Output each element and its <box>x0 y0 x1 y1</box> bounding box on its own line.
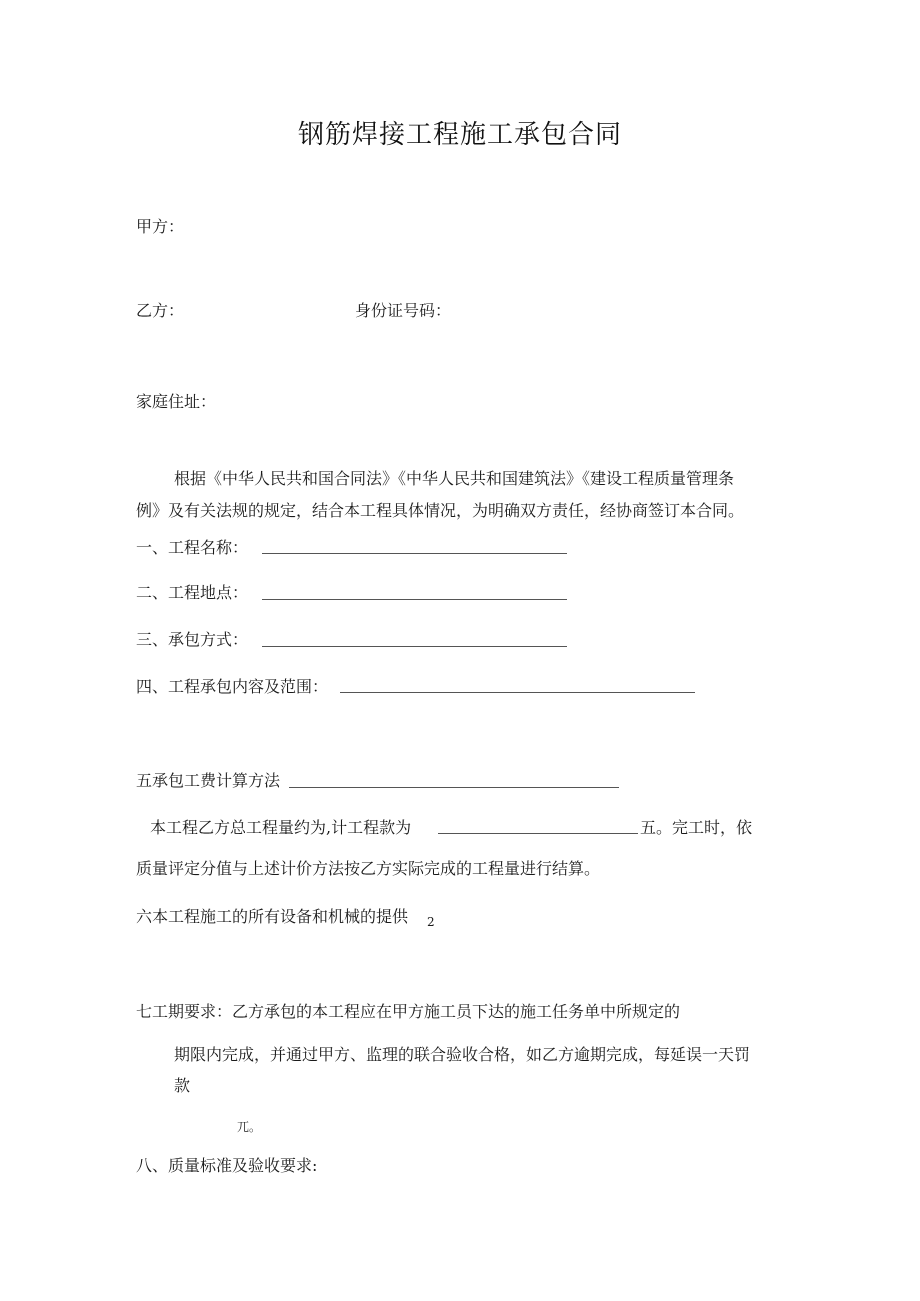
clause-8-quality: 八、质量标准及验收要求: <box>136 1156 318 1175</box>
preamble-line-1: 根据《中华人民共和国合同法》《中华人民共和国建筑法》《建设工程质量管理条 <box>174 469 735 488</box>
scope-blank[interactable] <box>340 692 695 693</box>
contract-amount-blank[interactable] <box>438 833 638 834</box>
party-a-label: 甲方： <box>136 217 185 236</box>
clause-5-text-line-2: 质量评定分值与上述计价方法按乙方实际完成的工程量进行结算。 <box>136 859 601 878</box>
clause-5-fee-method: 五承包工费计算方法 <box>136 771 281 790</box>
clause-5-text-a: 本工程乙方总工程量约为,计工程款为 <box>150 818 412 837</box>
project-name-blank[interactable] <box>262 553 567 554</box>
fee-method-blank[interactable] <box>289 787 619 788</box>
clause-2-project-location: 二、工程地点： <box>136 583 249 602</box>
clause-7-schedule: 七工期要求：乙方承包的本工程应在甲方施工员下达的施工任务单中所规定的 <box>136 1002 681 1021</box>
clause-7-line-4: 兀。 <box>237 1120 262 1134</box>
party-b-label: 乙方： <box>136 301 185 320</box>
clause-7-line-3: 款 <box>174 1076 191 1095</box>
clause-4-scope: 四、工程承包内容及范围： <box>136 677 329 696</box>
clause-3-contract-method: 三、承包方式： <box>136 630 249 649</box>
preamble-line-2: 例》及有关法规的规定，结合本工程具体情况，为明确双方责任，经协商签订本合同。 <box>136 501 745 520</box>
home-address-label: 家庭住址： <box>136 392 217 411</box>
clause-5-text-b: 五。完工时，依 <box>640 818 753 837</box>
clause-6-equipment: 六本工程施工的所有设备和机械的提供 <box>136 907 409 926</box>
clause-6-suffix: 2 <box>427 915 435 929</box>
clause-1-project-name: 一、工程名称： <box>136 538 249 557</box>
id-number-label: 身份证号码： <box>355 301 452 320</box>
project-location-blank[interactable] <box>262 599 567 600</box>
clause-7-line-2: 期限内完成，并通过甲方、监理的联合验收合格，如乙方逾期完成，每延误一天罚 <box>174 1045 751 1064</box>
contract-method-blank[interactable] <box>262 646 567 647</box>
document-title: 钢筋焊接工程施工承包合同 <box>297 120 622 150</box>
